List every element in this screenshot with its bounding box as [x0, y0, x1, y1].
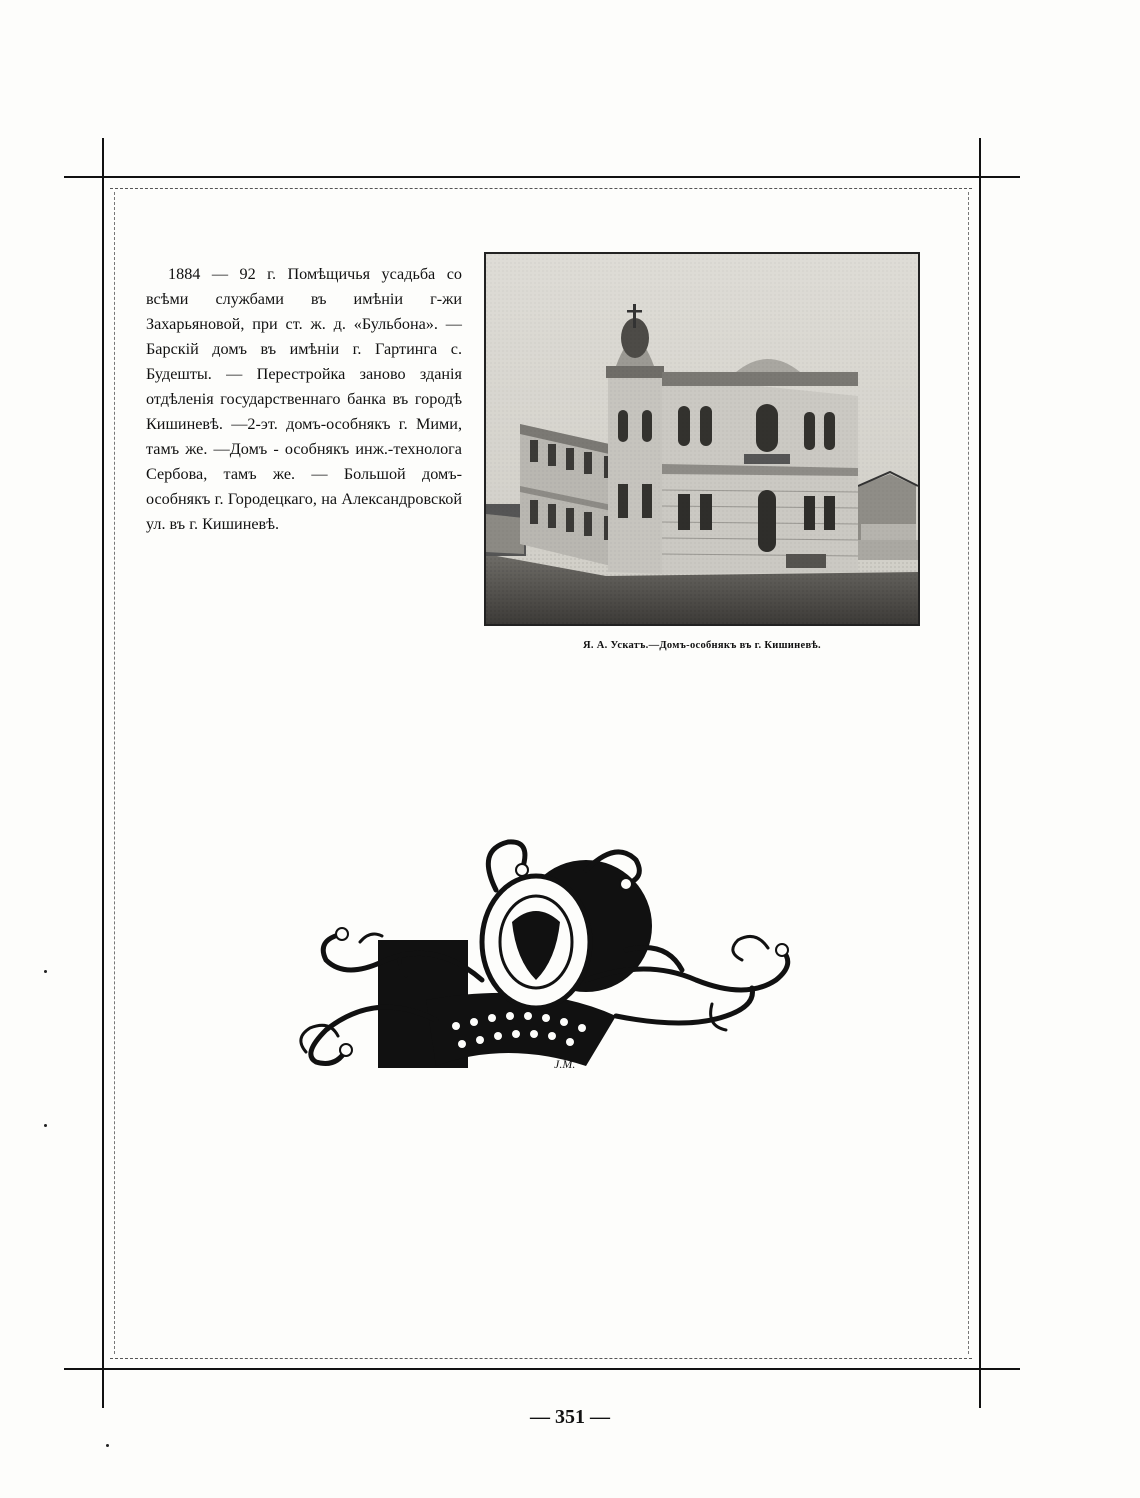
- print-speck: [106, 1444, 109, 1447]
- figure-caption: Я. А. Ускатъ.—Домъ-особнякъ въ г. Кишиневѣ.: [583, 640, 821, 651]
- page-number: — 351 —: [530, 1406, 610, 1428]
- article-paragraph: 1884 — 92 г. Помѣщичья усадьба со всѣми службами въ имѣнiи г-жи Захарьяновой, при ст. ж. д. «Бульбона». — Барскiй домъ въ имѣнiи г. Гартинга с. Будешты. — Перестройка заново зданiя отдѣленiя государственнаго банка въ городѣ Кишиневѣ. —2-эт. домъ-особнякъ г. Мими, тамъ же. —Домъ - особнякъ инж.-технолога Сербова, тамъ же. — Большой домъ-особнякъ г. Городецкаго, на Александровской ул. въ г. Кишиневѣ.: [146, 265, 462, 533]
- frame-right-rule-bottom: [979, 1368, 981, 1408]
- inner-right-dashed-rule: [968, 192, 969, 1354]
- article-text: [146, 262, 462, 537]
- frame-left-rule-bottom: [102, 1368, 104, 1408]
- frame-right-rule: [979, 180, 981, 1376]
- decorative-vignette: [286, 830, 800, 1080]
- print-speck: [44, 1124, 47, 1127]
- vignette-initials: J.M.: [554, 1057, 576, 1071]
- print-speck: [44, 970, 47, 973]
- inner-top-dashed-rule: [110, 188, 972, 189]
- frame-bottom-rule: [64, 1368, 1020, 1370]
- frame-top-rule: [64, 176, 1020, 178]
- inner-bottom-dashed-rule: [110, 1358, 972, 1359]
- inner-left-dashed-rule: [114, 192, 115, 1354]
- mansion-illustration: [486, 254, 918, 624]
- building-photograph: [484, 252, 920, 626]
- frame-left-rule: [102, 180, 104, 1376]
